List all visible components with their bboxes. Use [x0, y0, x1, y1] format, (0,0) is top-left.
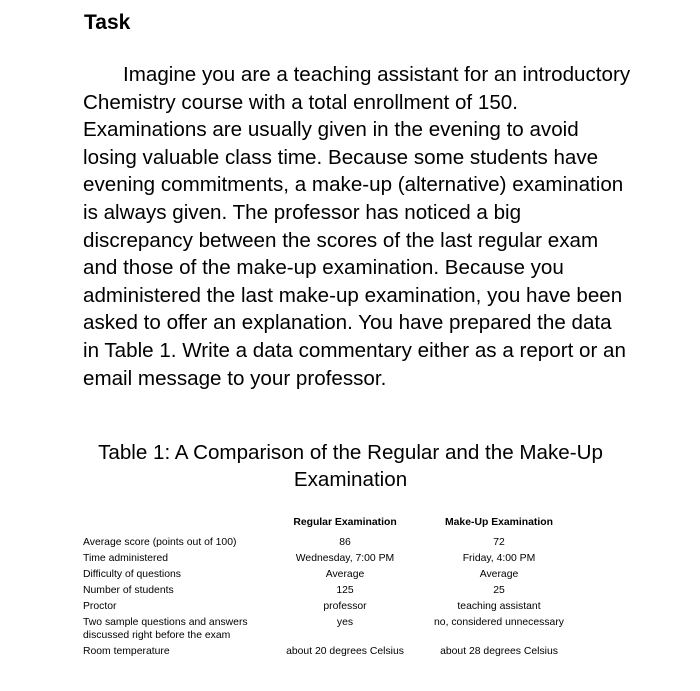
comparison-table [83, 516, 579, 661]
row-label: Room temperature [83, 646, 170, 657]
column-header-label [83, 516, 271, 536]
column-header-makeup: Make-Up Examination [445, 517, 553, 528]
regular-value: Average [325, 569, 365, 580]
table-row [83, 536, 579, 552]
makeup-value: 25 [493, 585, 505, 596]
row-label: Proctor [83, 601, 117, 612]
task-description: Imagine you are a teaching assistant for an introductory Chemistry course with a total enrollment of 150. Examinations are usually given in the evening to avoid losing valuable class time. Because some students have evening commitments, a make-up (alternative) examination is always given. The professor has noticed a big discrepancy between the scores of the last regular exam and those of the make-up examination. Because you administered the last make-up examination, you have been asked to offer an explanation. You have prepared the data in Table 1. Write a data commentary either as a report or an email message to your professor. [83, 63, 631, 390]
regular-value: yes [336, 617, 354, 628]
makeup-value: Average [479, 569, 519, 580]
row-label: Two sample questions and answers discussed right before the exam [83, 617, 248, 641]
task-heading: Task [84, 11, 131, 34]
table-row [83, 616, 579, 645]
makeup-value: teaching assistant [457, 601, 541, 612]
makeup-value: no, considered unnecessary [434, 617, 564, 628]
table-row [83, 584, 579, 600]
table-row [83, 568, 579, 584]
table-header-row [83, 516, 579, 536]
makeup-value: Friday, 4:00 PM [462, 553, 536, 564]
table-row [83, 600, 579, 616]
regular-value: about 20 degrees Celsius [286, 646, 404, 657]
table-caption: Table 1: A Comparison of the Regular and the Make-Up Examination [98, 441, 603, 491]
makeup-value: about 28 degrees Celsius [440, 646, 558, 657]
row-label: Number of students [83, 585, 174, 596]
row-label: Time administered [83, 553, 169, 564]
row-label: Average score (points out of 100) [83, 537, 237, 548]
regular-value: professor [323, 601, 367, 612]
regular-value: Wednesday, 7:00 PM [295, 553, 395, 564]
makeup-value: 72 [493, 537, 505, 548]
table-row [83, 645, 579, 661]
regular-value: 86 [339, 537, 351, 548]
column-header-regular: Regular Examination [293, 517, 397, 528]
table-row [83, 552, 579, 568]
regular-value: 125 [336, 585, 354, 596]
row-label: Difficulty of questions [83, 569, 181, 580]
